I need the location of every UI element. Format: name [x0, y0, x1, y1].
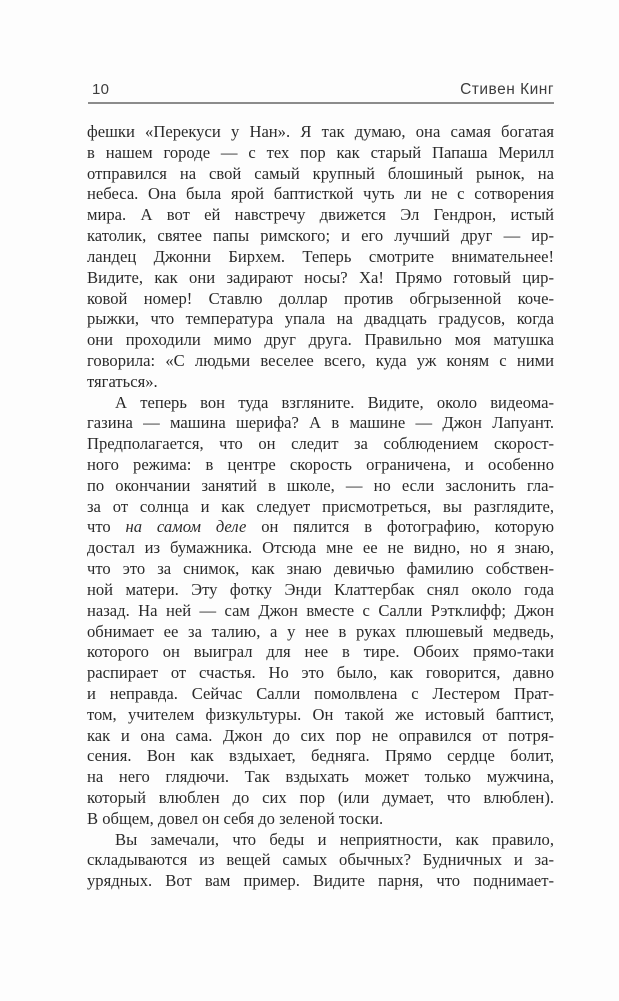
running-title: Стивен Кинг [460, 81, 554, 98]
text-segment: достал из бумажника. Отсюда мне ее не видно, но я знаю, [87, 538, 554, 558]
text-line [87, 830, 554, 851]
text-segment: он пялится в фотографию, которую [246, 517, 554, 537]
text-line [87, 247, 554, 268]
text-line [87, 850, 554, 871]
text-segment: распирает от счастья. Но это было, как говорится, давно [87, 663, 554, 683]
text-line [87, 289, 554, 310]
text-line [87, 164, 554, 185]
text-segment: на него глядючи. Так вздыхать может только мужчина, [87, 767, 554, 787]
text-line [87, 705, 554, 726]
text-segment: Предполагается, что он следит за соблюдением скорост- [87, 434, 554, 454]
text-line [87, 663, 554, 684]
page-number: 10 [92, 81, 110, 98]
text-line [87, 684, 554, 705]
text-line [87, 788, 554, 809]
text-segment: обнимает ее за талию, а у нее в руках плюшевый медведь, [87, 621, 554, 641]
text-segment: по окончании занятий в школе, — но если заслонить гла- [87, 475, 554, 495]
text-line [87, 455, 554, 476]
paragraph [87, 830, 554, 892]
italic-phrase: на самом деле [125, 517, 247, 537]
text-line [87, 372, 554, 393]
text-segment: газина — машина шерифа? А в машине — Джон Лапуант. [87, 413, 554, 433]
page-header [88, 81, 554, 99]
text-segment: небеса. Она была ярой баптисткой чуть ли не с сотворения [87, 184, 554, 204]
text-segment: они проходили мимо друг друга. Правильно моя матушка [87, 330, 554, 350]
text-line [87, 601, 554, 622]
text-segment: говорила: «С людьми веселее всего, куда уж коням с ними [87, 350, 554, 370]
text-segment: который влюблен до сих пор (или думает, что влюблен). [87, 788, 554, 807]
text-segment: складываются из вещей самых обычных? Будничных и за- [87, 850, 554, 870]
text-line [87, 434, 554, 455]
text-line [87, 746, 554, 767]
text-segment: В общем, довел он себя до зеленой тоски. [87, 808, 384, 828]
text-segment: за от солнца и как следует присмотреться, вы разглядите, [87, 496, 554, 516]
text-line [87, 226, 554, 247]
text-segment: ной матери. Эту фотку Энди Клаттербак снял около года [87, 579, 554, 599]
text-segment: что это за снимок, как знаю девичью фамилию собствен- [87, 559, 554, 579]
text-segment: Вы замечали, что беды и неприятности, как правило, [115, 829, 554, 849]
page-body [87, 122, 554, 892]
text-segment: мира. А вот ей навстречу движется Эл Гендрон, истый [87, 205, 554, 225]
text-segment: сения. Вон как вздыхает, бедняга. Прямо сердце болит, [87, 746, 554, 766]
paragraph [87, 393, 554, 830]
text-line [87, 871, 554, 892]
text-line [87, 538, 554, 559]
text-segment: и неправда. Сейчас Салли помолвлена с Лестером Прат- [87, 683, 554, 703]
text-line [87, 205, 554, 226]
text-line [87, 497, 554, 518]
text-line [87, 268, 554, 289]
text-segment: что [87, 517, 126, 537]
header-rule [88, 102, 554, 104]
text-segment: как и она сама. Джон до сих пор не оправился от потря- [87, 725, 554, 745]
text-line [87, 351, 554, 372]
text-line [87, 393, 554, 414]
text-line [87, 809, 554, 830]
text-line [87, 767, 554, 788]
text-segment: ного режима: в центре скорость ограничена, и особенно [87, 455, 554, 474]
text-segment: католик, святее папы римского; и его лучший друг — ир- [87, 226, 554, 246]
text-segment: А теперь вон туда взгляните. Видите, около видеома- [115, 392, 554, 412]
text-segment: тягаться». [87, 371, 158, 391]
text-line [87, 184, 554, 205]
text-segment: урядных. Вот вам пример. Видите парня, что поднимает- [87, 871, 554, 891]
text-line [87, 309, 554, 330]
text-line [87, 476, 554, 497]
text-segment: ковой номер! Ставлю доллар против обгрызенной коче- [87, 288, 554, 308]
text-segment: которого он выиграл для нее в тире. Обоих прямо-таки [87, 642, 554, 662]
text-segment: ландец Джонни Бирхем. Теперь смотрите внимательнее! [87, 246, 554, 266]
text-line [87, 580, 554, 601]
text-line [87, 559, 554, 580]
text-line [87, 143, 554, 164]
text-segment: Видите, как они задирают носы? Ха! Прямо готовый цир- [87, 267, 554, 287]
text-line [87, 330, 554, 351]
text-segment: рыжки, что температура упала на двадцать градусов, когда [87, 309, 554, 329]
text-line [87, 726, 554, 747]
text-line [87, 413, 554, 434]
text-segment: отправился на свой самый крупный блошиный рынок, на [87, 163, 554, 183]
text-line [87, 517, 554, 538]
text-segment: фешки «Перекуси у Нан». Я так думаю, она самая богатая [87, 122, 554, 141]
text-segment: в нашем городе — с тех пор как старый Папаша Мерилл [87, 142, 554, 162]
text-segment: назад. На ней — сам Джон вместе с Салли Рэтклифф; Джон [87, 600, 554, 620]
paragraph [87, 122, 554, 393]
text-segment: том, учителем физкультуры. Он такой же истовый баптист, [87, 704, 554, 724]
text-line [87, 622, 554, 643]
text-line [87, 642, 554, 663]
text-line [87, 122, 554, 143]
